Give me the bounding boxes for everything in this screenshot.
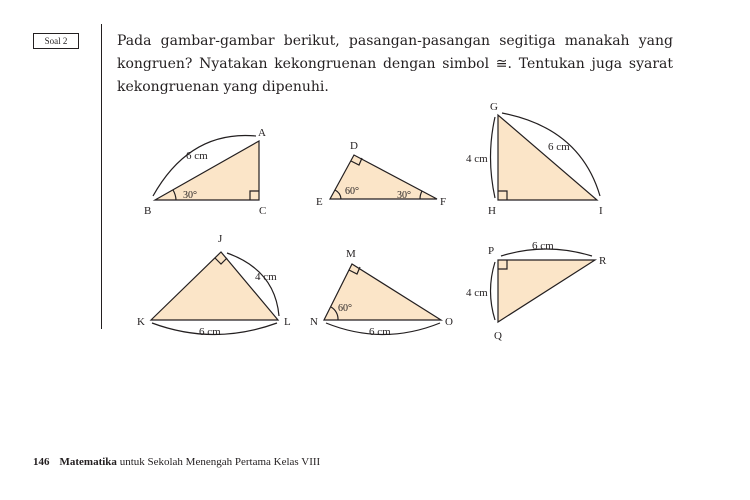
question-line-3: kekongruenan yang dipenuhi. (117, 79, 329, 95)
label-h: H (488, 205, 496, 217)
label-side-jl: 4 cm (255, 271, 277, 283)
label-c: C (259, 205, 267, 217)
triangle-jkl-shape (151, 252, 278, 320)
question-line-1: Pada gambar-gambar berikut, pasangan-pasangan segitiga manakah yang (117, 33, 673, 49)
label-side-kl: 6 cm (199, 326, 221, 338)
label-side-no: 6 cm (369, 326, 391, 338)
label-r: R (599, 255, 607, 267)
label-e: E (316, 196, 323, 208)
label-o: O (445, 316, 453, 328)
page-number: 146 (33, 456, 50, 468)
triangle-ghi-shape (498, 115, 597, 200)
label-side-pq: 4 cm (466, 287, 488, 299)
question-line-2: kongruen? Nyatakan kekongruenan dengan simbol ≅. Tentukan juga syarat (117, 56, 673, 72)
label-side-gh: 4 cm (466, 153, 488, 165)
triangle-ghi (491, 113, 601, 200)
label-l: L (284, 316, 291, 328)
label-a: A (258, 127, 266, 139)
triangle-jkl (151, 252, 279, 335)
triangle-pqr (491, 249, 596, 322)
side-gh-brace (491, 117, 496, 198)
label-angle-e: 60° (345, 186, 359, 197)
label-g: G (490, 101, 498, 113)
triangle-pqr-shape (498, 260, 595, 322)
label-b: B (144, 205, 152, 217)
label-n: N (310, 316, 318, 328)
label-k: K (137, 316, 145, 328)
label-p: P (488, 245, 495, 257)
label-side-gi: 6 cm (548, 141, 570, 153)
side-pq-brace (491, 262, 496, 320)
label-side-ab: 6 cm (186, 150, 208, 162)
label-angle-f: 30° (397, 190, 411, 201)
soal-badge: Soal 2 (33, 33, 79, 49)
label-q: Q (494, 330, 502, 342)
label-i: I (599, 205, 603, 217)
label-f: F (440, 196, 447, 208)
label-side-pr: 6 cm (532, 240, 554, 252)
triangle-abc (153, 136, 259, 201)
page-footer (33, 456, 320, 468)
label-m: M (346, 248, 356, 260)
book-title-bold: Matematika (59, 456, 117, 468)
label-d: D (350, 140, 358, 152)
label-j: J (218, 233, 223, 245)
triangle-mno (324, 264, 441, 335)
label-angle-b: 30° (183, 190, 197, 201)
label-angle-n: 60° (338, 303, 352, 314)
book-title-rest: untuk Sekolah Menengah Pertama Kelas VIII (116, 456, 321, 468)
